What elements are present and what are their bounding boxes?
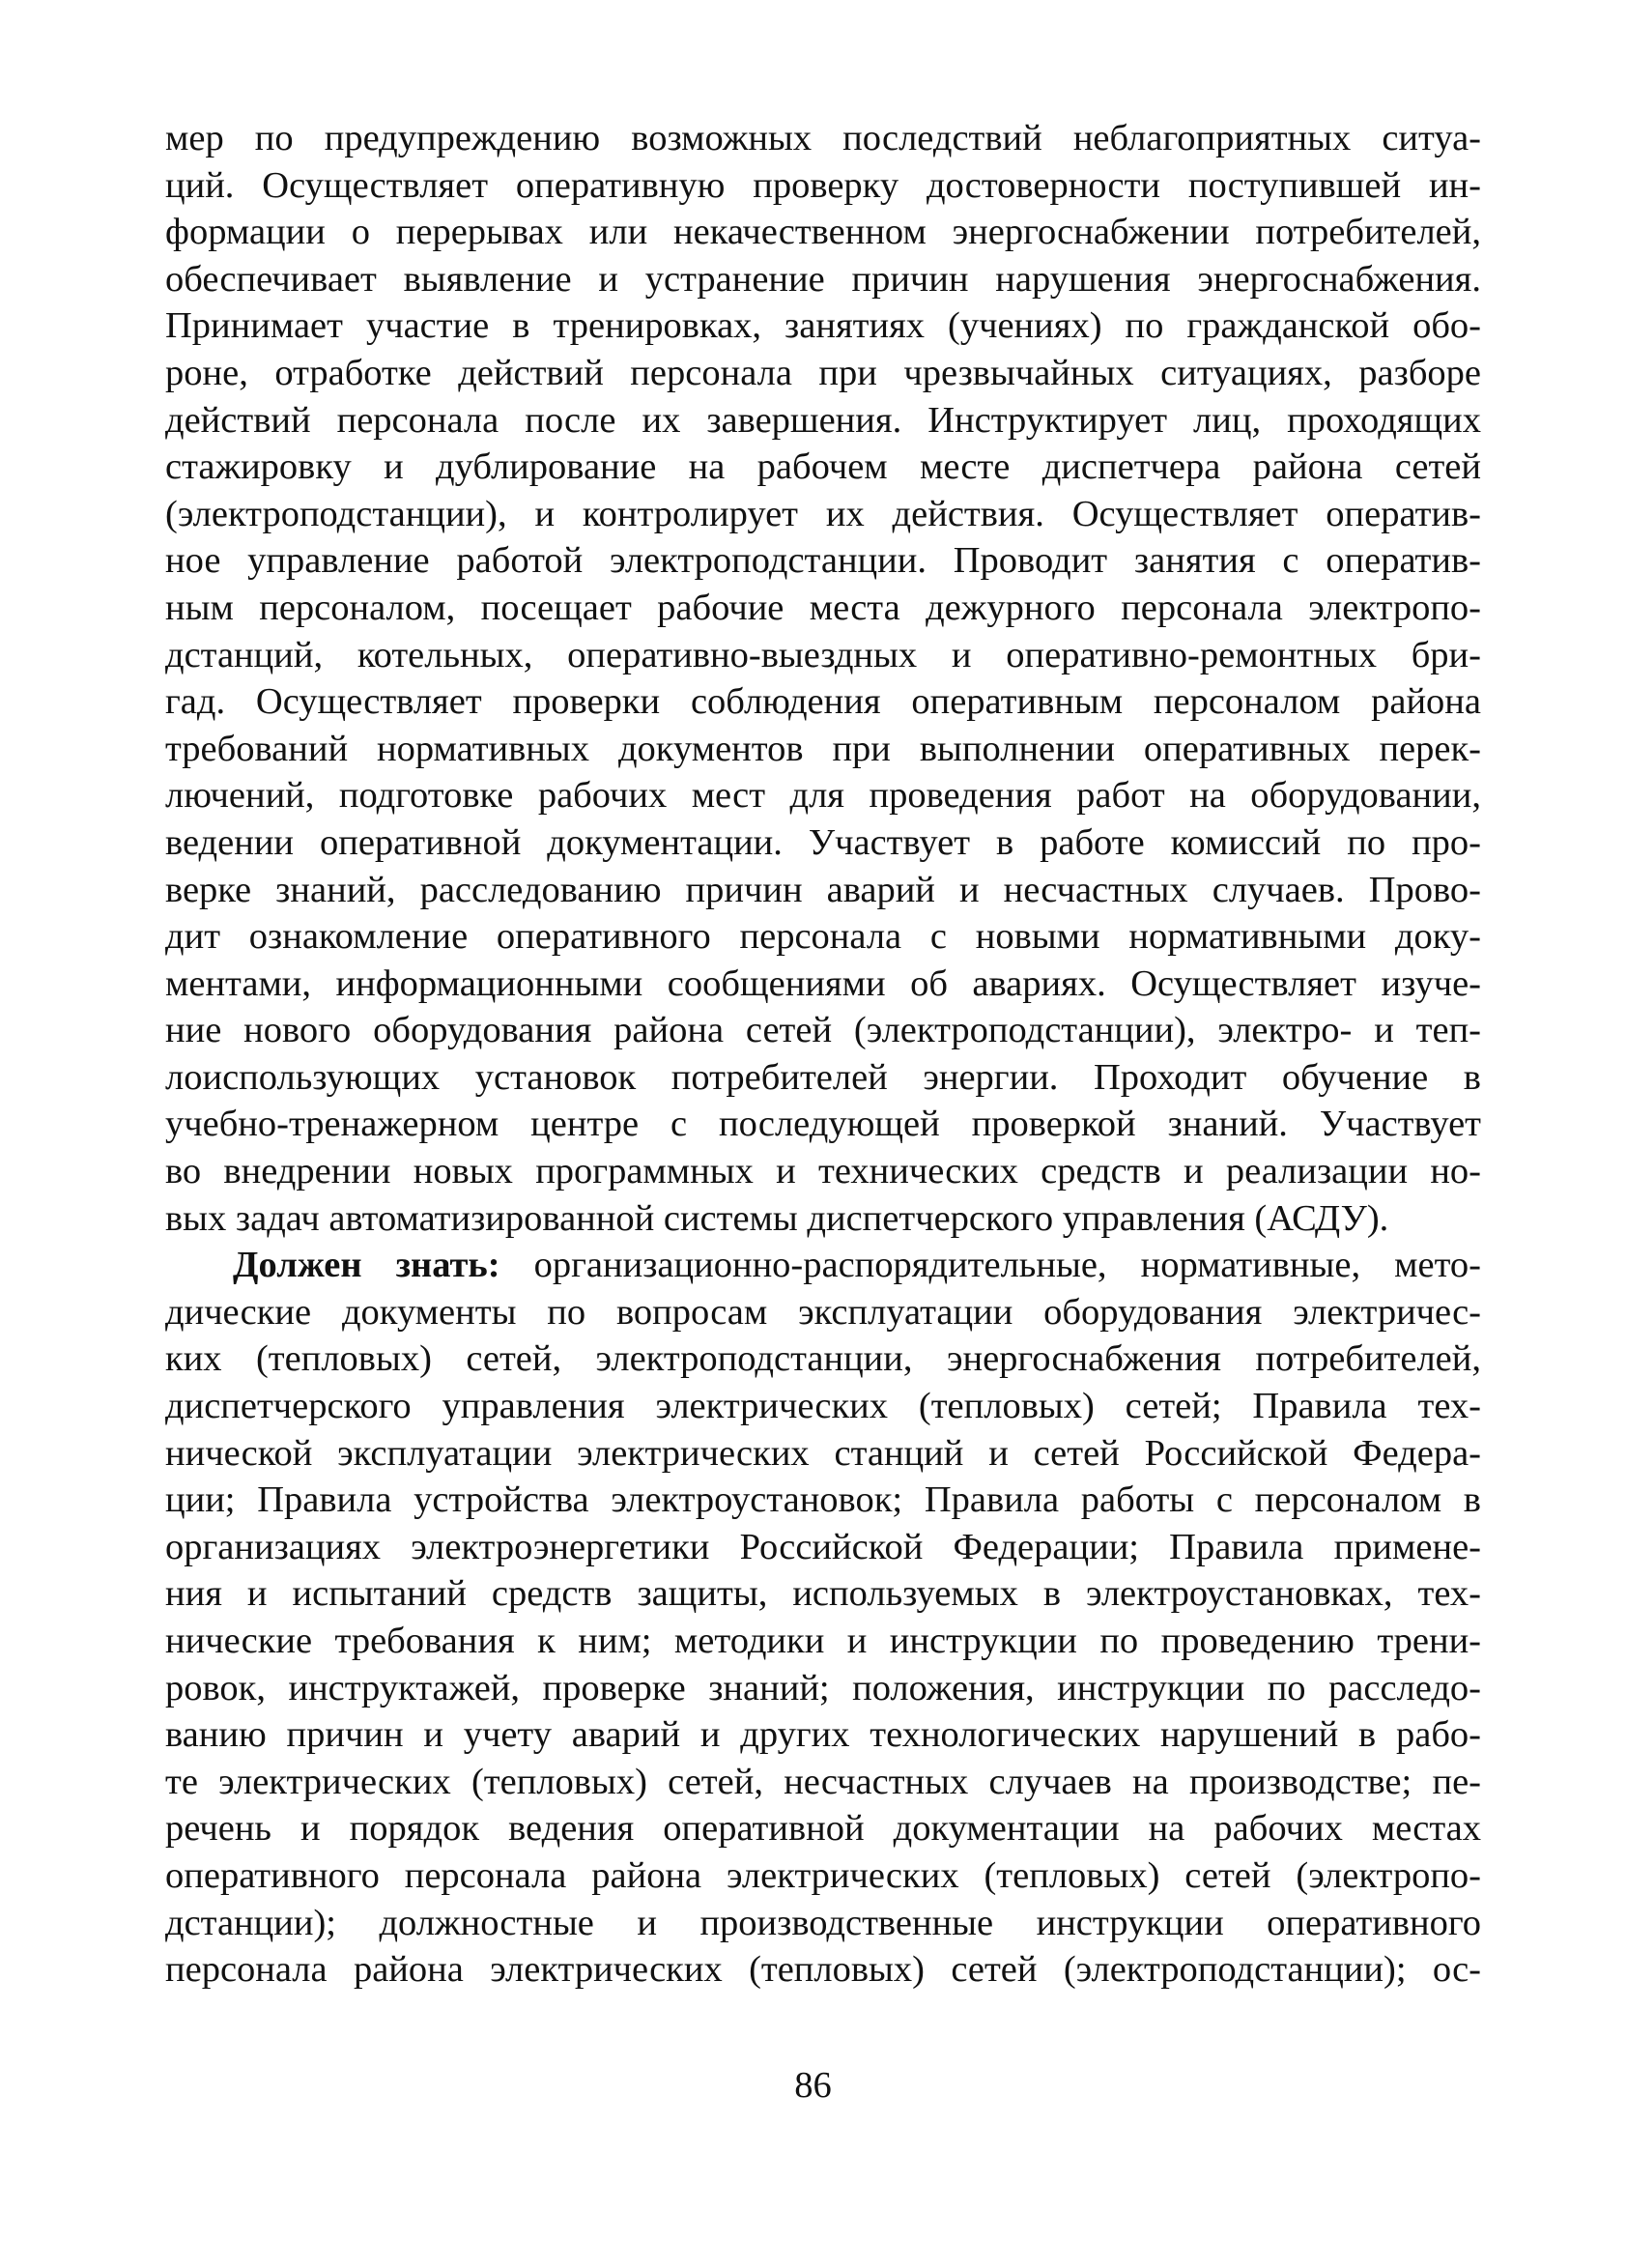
text-line: ций. Осуществляет оперативную проверку достоверности поступившей ин- bbox=[165, 164, 1481, 206]
text-line-first bbox=[165, 1242, 1481, 1289]
text-line: ментами, информационными сообщениями об авариях. Осуществляет изуче- bbox=[165, 962, 1481, 1004]
page-number: 86 bbox=[794, 2065, 832, 2106]
text-line-rest: организационно-распорядительные, нормативные, мето- bbox=[499, 1245, 1482, 1286]
text-line: ния и испытаний средств защиты, используемых в электроустановках, тех- bbox=[165, 1573, 1481, 1615]
text-line: верке знаний, расследованию причин аварий и несчастных случаев. Прово- bbox=[165, 869, 1481, 910]
must-know-heading: Должен знать: bbox=[233, 1245, 500, 1286]
text-line: лючений, подготовке рабочих мест для проведения работ на оборудовании, bbox=[165, 775, 1481, 817]
text-line: оперативного персонала района электрических (тепловых) сетей (электропо- bbox=[165, 1854, 1481, 1896]
text-line: ведении оперативной документации. Участвует в работе комиссий по про- bbox=[165, 821, 1481, 863]
text-line: гад. Осуществляет проверки соблюдения оперативным персоналом района bbox=[165, 681, 1481, 723]
text-line: дические документы по вопросам эксплуатации оборудования электричес- bbox=[165, 1291, 1481, 1333]
text-line: дит ознакомление оперативного персонала с новыми нормативными доку- bbox=[165, 916, 1481, 958]
text-line: ное управление работой электроподстанции. Проводит занятия с оператив- bbox=[165, 540, 1481, 582]
body-text bbox=[165, 115, 1481, 1994]
text-line: организациях электроэнергетики Российской Федерации; Правила примене- bbox=[165, 1526, 1481, 1567]
text-line: те электрических (тепловых) сетей, несчастных случаев на производстве; пе- bbox=[165, 1761, 1481, 1802]
text-line: дстанций, котельных, оперативно-выездных и оперативно-ремонтных бри- bbox=[165, 634, 1481, 675]
text-line: роне, отработке действий персонала при чрезвычайных ситуациях, разборе bbox=[165, 352, 1481, 393]
text-line: обеспечивает выявление и устранение причин нарушения энергоснабжения. bbox=[165, 258, 1481, 300]
text-line: ванию причин и учету аварий и других технологических нарушений в рабо- bbox=[165, 1714, 1481, 1756]
text-line: (электроподстанции), и контролирует их действия. Осуществляет оператив- bbox=[165, 493, 1481, 534]
text-line: во внедрении новых программных и технических средств и реализации но- bbox=[165, 1151, 1481, 1192]
text-line: ровок, инструктажей, проверке знаний; положения, инструкции по расследо- bbox=[165, 1667, 1481, 1708]
text-line: ным персоналом, посещает рабочие места дежурного персонала электропо- bbox=[165, 587, 1481, 628]
text-line: ции; Правила устройства электроустановок; Правила работы с персоналом в bbox=[165, 1479, 1481, 1521]
text-line: Принимает участие в тренировках, занятиях (учениях) по гражданской обо- bbox=[165, 305, 1481, 347]
text-line: формации о перерывах или некачественном энергоснабжении потребителей, bbox=[165, 212, 1481, 253]
text-line: нической эксплуатации электрических станций и сетей Российской Федера- bbox=[165, 1432, 1481, 1474]
text-line: персонала района электрических (тепловых) сетей (электроподстанции); ос- bbox=[165, 1949, 1481, 1991]
text-line: диспетчерского управления электрических (тепловых) сетей; Правила тех- bbox=[165, 1386, 1481, 1427]
text-line: ние нового оборудования района сетей (электроподстанции), электро- и теп- bbox=[165, 1010, 1481, 1051]
text-line: дстанции); должностные и производственные инструкции оперативного bbox=[165, 1902, 1481, 1943]
text-line: стажировку и дублирование на рабочем месте диспетчера района сетей bbox=[165, 446, 1481, 488]
paragraph-must-know bbox=[165, 1242, 1481, 1994]
text-line: нические требования к ним; методики и инструкции по проведению трени- bbox=[165, 1621, 1481, 1661]
text-line: учебно-тренажерном центре с последующей проверкой знаний. Участвует bbox=[165, 1104, 1481, 1145]
text-line: вых задач автоматизированной системы диспетчерского управления (АСДУ). bbox=[165, 1197, 1389, 1239]
paragraph-duties bbox=[165, 115, 1481, 1242]
text-line: ких (тепловых) сетей, электроподстанции, энергоснабжения потребителей, bbox=[165, 1338, 1481, 1380]
text-line: мер по предупреждению возможных последствий неблагоприятных ситуа- bbox=[165, 118, 1481, 158]
text-line: лоиспользующих установок потребителей энергии. Проходит обучение в bbox=[165, 1056, 1481, 1098]
text-line: действий персонала после их завершения. Инструктирует лиц, проходящих bbox=[165, 399, 1481, 441]
text-line: речень и порядок ведения оперативной документации на рабочих местах bbox=[165, 1808, 1481, 1850]
text-line: требований нормативных документов при выполнении оперативных перек- bbox=[165, 728, 1481, 769]
